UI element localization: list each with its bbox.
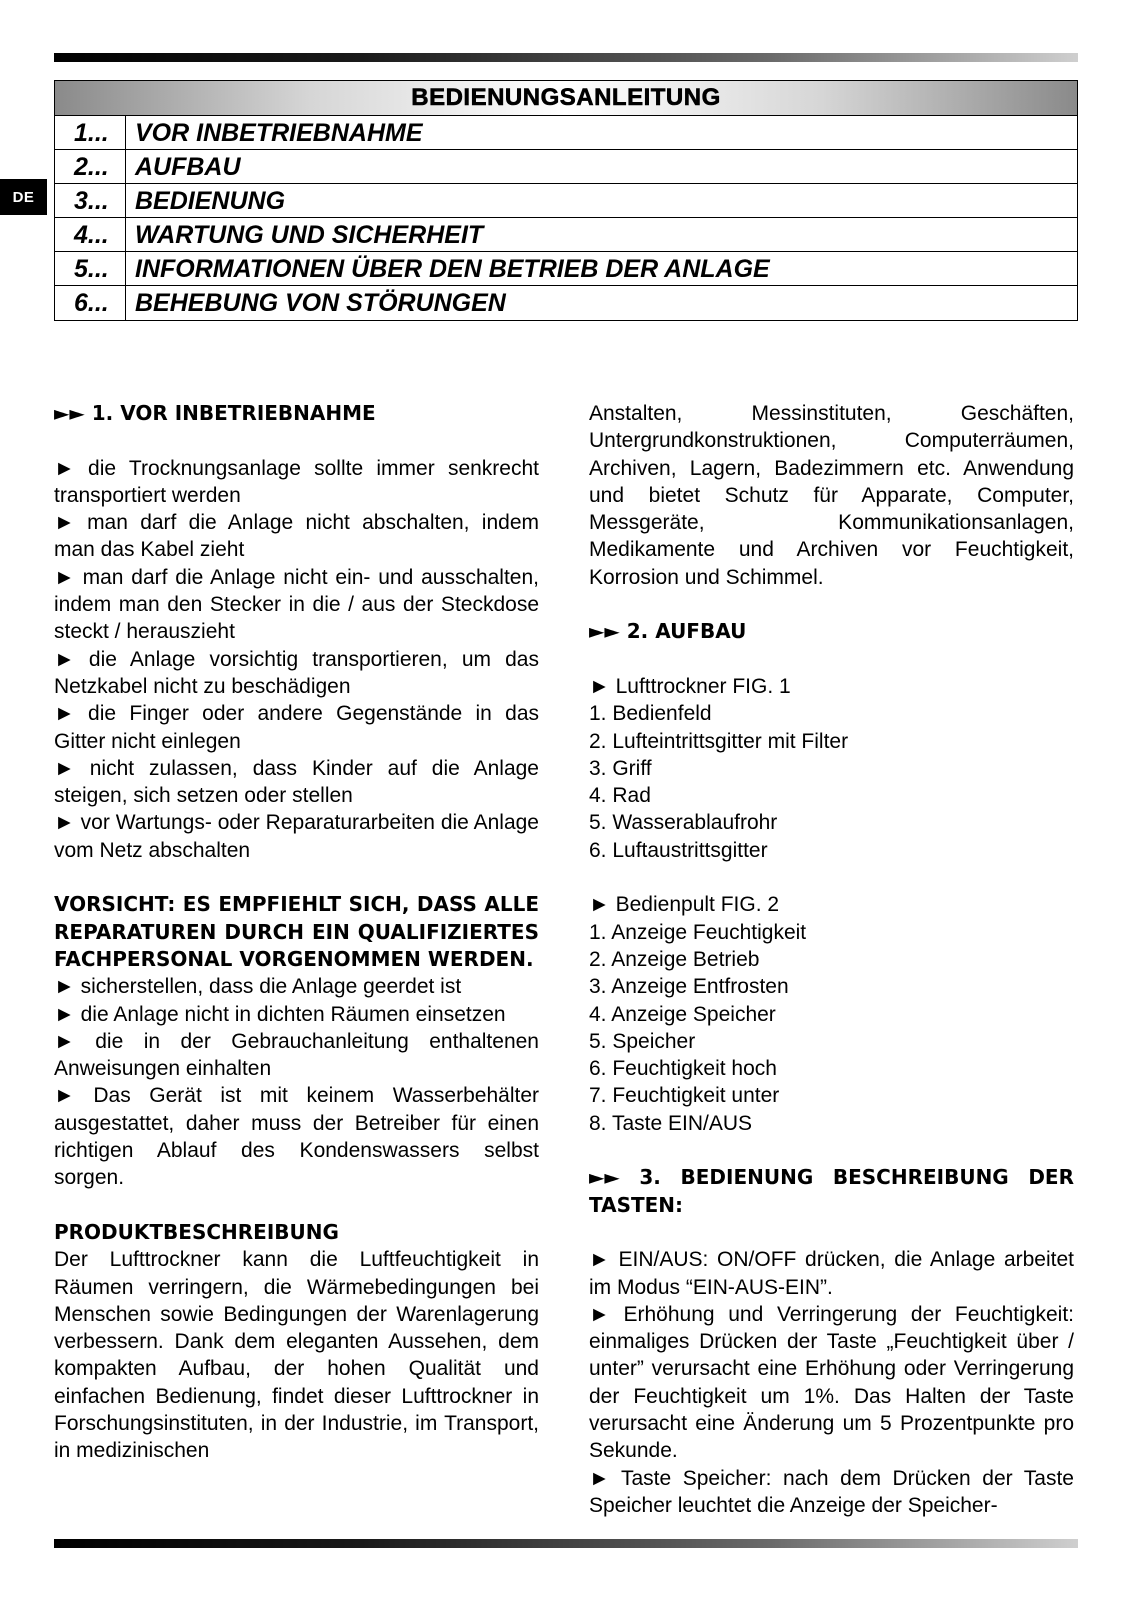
list-item: 7. Feuchtigkeit unter — [589, 1084, 780, 1108]
right-column — [589, 400, 1074, 1519]
bullet-item: ► EIN/AUS: ON/OFF drücken, die Anlage arbeitet im Modus “EIN-AUS-EIN”. — [589, 1248, 1074, 1299]
list-item: 5. Speicher — [589, 1029, 696, 1053]
toc-number: 1... — [55, 116, 126, 149]
toc-title: VOR INBETRIEBNAHME — [135, 119, 423, 147]
top-rule — [54, 53, 1078, 62]
bullet-item: ► Das Gerät ist mit keinem Wasserbehälter ausgestattet, daher muss der Betreiber für einen richtigen Ablauf des Kondenswassers selbst sorgen. — [54, 1084, 539, 1190]
bullet-item: ► nicht zulassen, dass Kinder auf die Anlage steigen, sich setzen oder stellen — [54, 756, 539, 808]
bullet-item: ► die Finger oder andere Gegenstände in das Gitter nicht einlegen — [54, 702, 539, 753]
toc-number: 6... — [55, 286, 126, 320]
figure-title: ► Bedienpult FIG. 2 — [589, 893, 780, 917]
left-column — [54, 400, 539, 1465]
toc-number: 2... — [55, 150, 126, 183]
bullet-item: ► die Anlage vorsichtig transportieren, um das Netzkabel nicht zu beschädigen — [54, 647, 539, 698]
bullet-item: ► sicherstellen, dass die Anlage geerdet ist — [54, 975, 462, 999]
list-item: 6. Feuchtigkeit hoch — [589, 1057, 777, 1081]
toc-row — [55, 286, 1077, 320]
section-heading: ►► 3. BEDIENUNG BESCHREIBUNG DER TASTEN: — [589, 1165, 1074, 1217]
toc-title: BEDIENUNG — [135, 187, 286, 215]
continued-paragraph: Anstalten, Messinstituten, Geschäften, Untergrundkonstruktionen, Computerräumen, Archiven, Lagern, Badezimmern etc. Anwendung und bietet Schutz für Apparate, Computer, Messgeräte, Kommunikationsanlagen, Medikamente und Archiven vor Feuchtigkeit, Korrosion und Schimmel. — [589, 402, 1074, 589]
toc-row — [55, 184, 1077, 218]
toc-number: 3... — [55, 184, 126, 217]
bullet-item: ► vor Wartungs- oder Reparaturarbeiten die Anlage vom Netz abschalten — [54, 811, 539, 862]
bullet-item: ► die in der Gebrauchanleitung enthaltenen Anweisungen einhalten — [54, 1029, 539, 1081]
section-heading: ►► 2. AUFBAU — [589, 619, 747, 644]
list-item: 2. Anzeige Betrieb — [589, 947, 760, 971]
list-item: 5. Wasserablaufrohr — [589, 811, 778, 835]
section-heading: ►► 1. VOR INBETRIEBNAHME — [54, 401, 376, 425]
language-tab: DE — [0, 179, 47, 215]
toc-number: 4... — [55, 218, 126, 251]
bottom-rule — [54, 1539, 1078, 1548]
product-description: Der Lufttrockner kann die Luftfeuchtigkeit in Räumen verringern, die Wärmebedingungen bei Menschen sowie Bedingungen der Warenlagerung verbessern. Dank dem eleganten Aussehen, dem kompakten Aufbau, der hohen Qualität und einfachen Bedienung, findet dieser Lufttrockner in Forschungsinstituten, in der Industrie, im Transport, in medizinischen — [54, 1248, 539, 1463]
list-item: 6. Luftaustrittsgitter — [589, 838, 768, 862]
list-item: 4. Anzeige Speicher — [589, 1002, 776, 1026]
bullet-item: ► Taste Speicher: nach dem Drücken der Taste Speicher leuchtet die Anzeige der Speicher- — [589, 1466, 1074, 1517]
list-item: 8. Taste EIN/AUS — [589, 1111, 753, 1135]
product-heading: PRODUKTBESCHREIBUNG — [54, 1219, 339, 1244]
toc-row — [55, 150, 1077, 184]
bullet-item: ► man darf die Anlage nicht abschalten, indem man das Kabel zieht — [54, 511, 539, 562]
toc-row — [55, 218, 1077, 252]
bullet-item: ► die Anlage nicht in dichten Räumen einsetzen — [54, 1002, 506, 1026]
bullet-item: ► man darf die Anlage nicht ein- und ausschalten, indem man den Stecker in die / aus der Steckdose steckt / herauszieht — [54, 565, 539, 644]
toc-title: AUFBAU — [135, 153, 241, 181]
list-item: 4. Rad — [589, 784, 651, 808]
toc-title: WARTUNG UND SICHERHEIT — [135, 221, 484, 249]
list-item: 1. Bedienfeld — [589, 702, 712, 726]
list-item: 1. Anzeige Feuchtigkeit — [589, 920, 807, 944]
list-item: 2. Lufteintrittsgitter mit Filter — [589, 729, 849, 753]
toc-header: BEDIENUNGSANLEITUNG — [55, 81, 1077, 116]
bullet-item: ► die Trocknungsanlage sollte immer senkrecht transportiert werden — [54, 456, 539, 507]
warning-text: VORSICHT: ES EMPFIEHLT SICH, DASS ALLE REPARATUREN DURCH EIN QUALIFIZIERTES FACHPERSONAL VORGENOMMEN WERDEN. — [54, 892, 539, 971]
bullet-item: ► Erhöhung und Verringerung der Feuchtigkeit: einmaliges Drücken der Taste „Feuchtigkeit über / unter” verursacht eine Erhöhung oder Verringerung der Feuchtigkeit um 1%. Das Halten der Taste verursacht eine Änderung um 5 Prozentpunkte pro Sekunde. — [589, 1302, 1074, 1463]
toc-title: BEHEBUNG VON STÖRUNGEN — [135, 289, 506, 317]
toc-number: 5... — [55, 252, 126, 285]
toc-title: INFORMATIONEN ÜBER DEN BETRIEB DER ANLAGE — [135, 255, 770, 283]
toc-row — [55, 252, 1077, 286]
list-item: 3. Griff — [589, 756, 652, 780]
toc-row — [55, 116, 1077, 150]
list-item: 3. Anzeige Entfrosten — [589, 975, 789, 999]
figure-title: ► Lufttrockner FIG. 1 — [589, 674, 791, 698]
table-of-contents — [54, 80, 1078, 321]
